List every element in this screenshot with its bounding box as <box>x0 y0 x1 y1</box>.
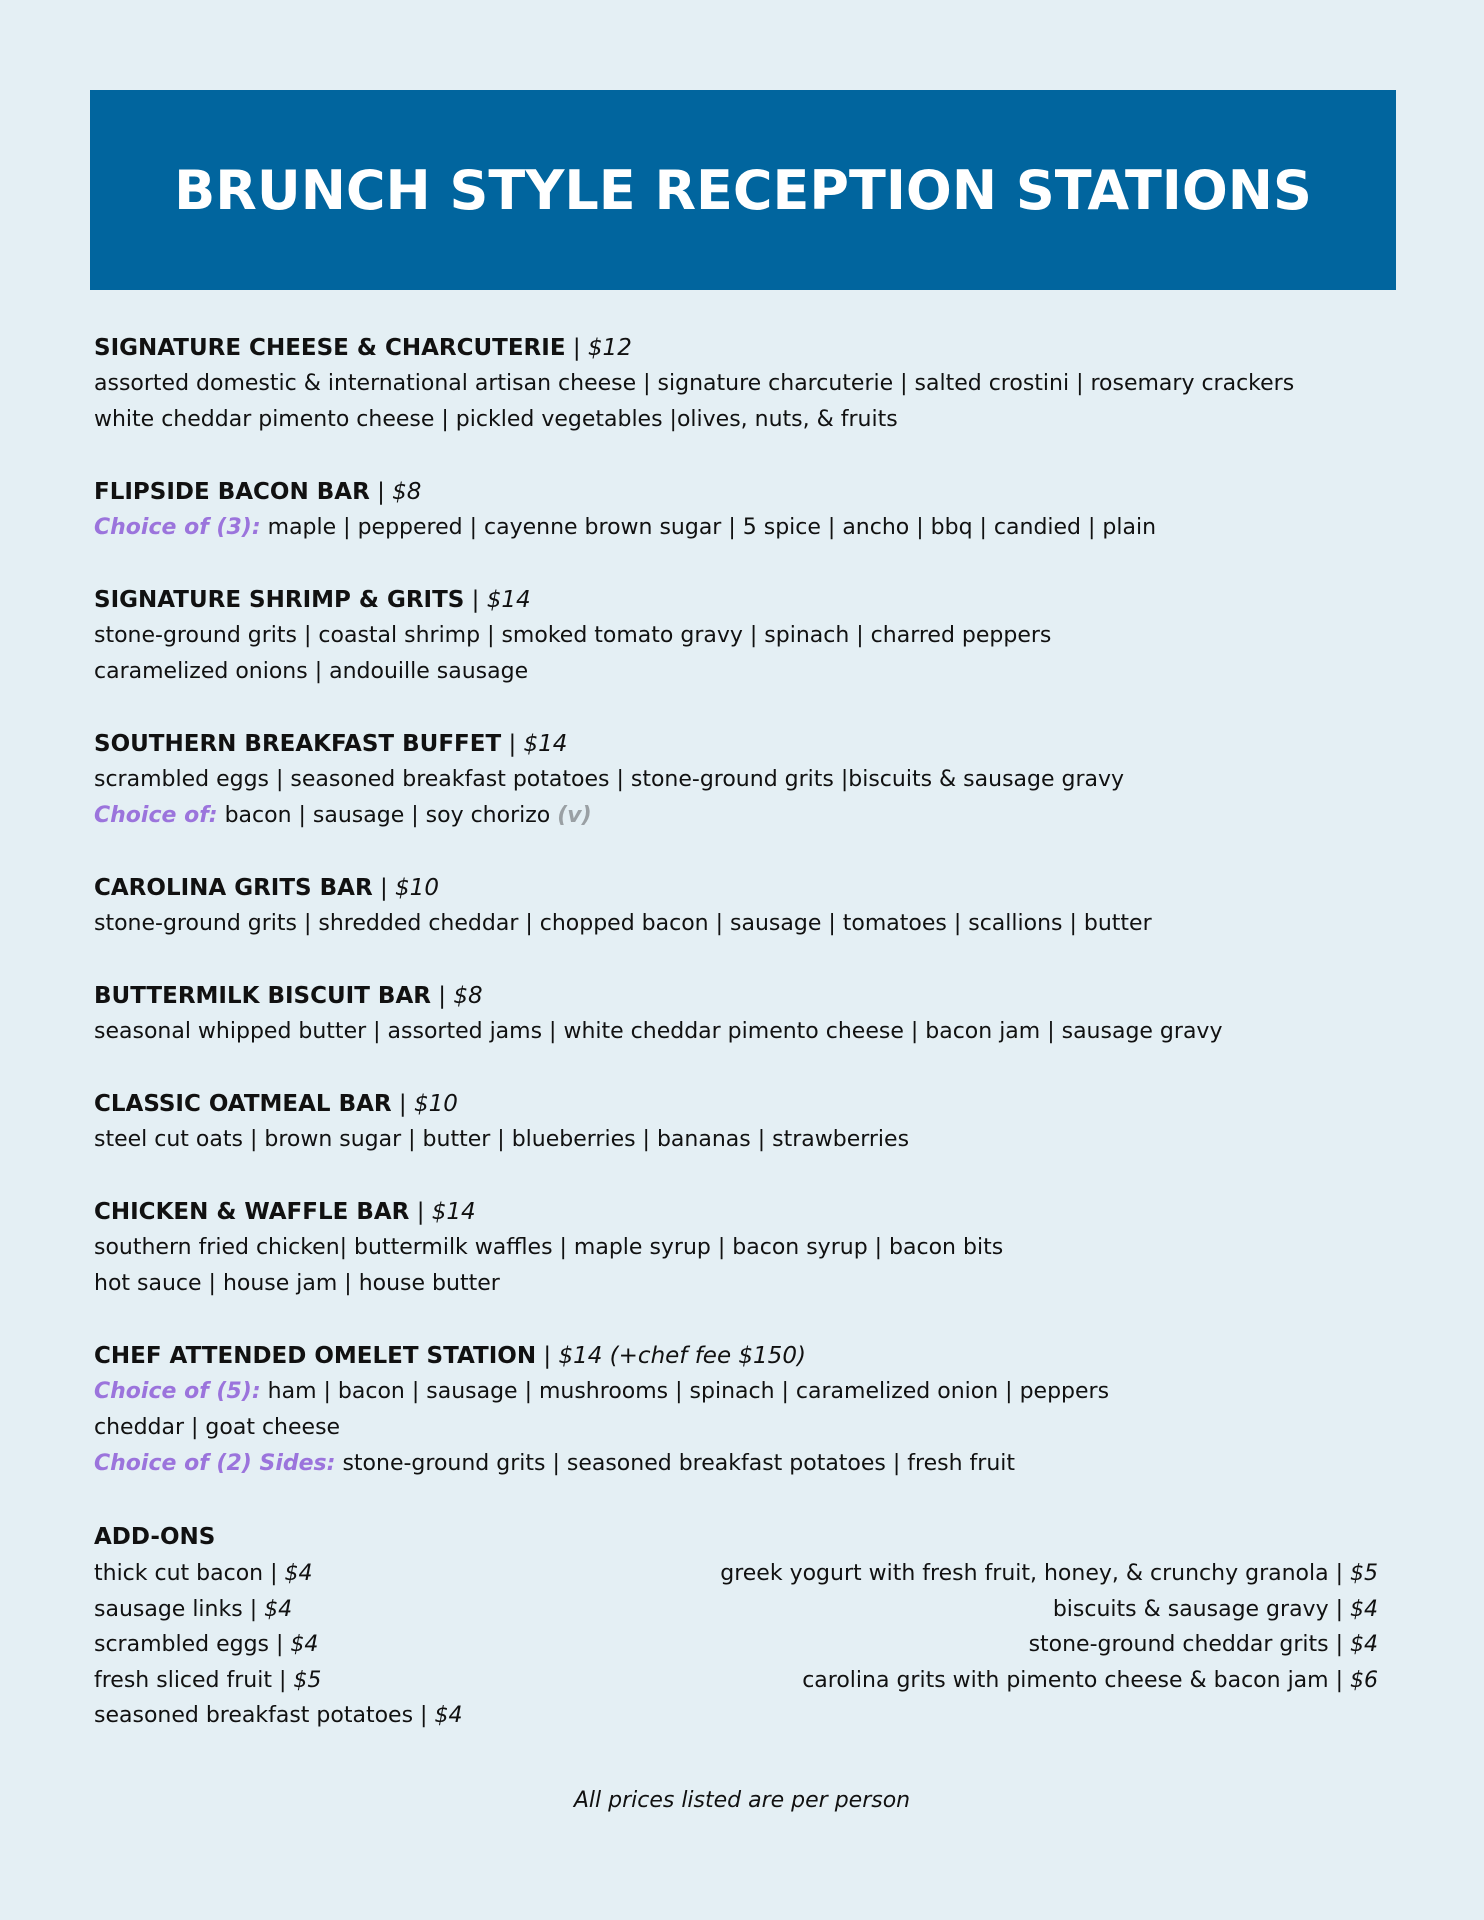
choice-label: Choice of: <box>94 803 218 828</box>
footer-note: All prices listed are per person <box>573 1788 911 1813</box>
section-price: $14 <box>431 1199 476 1225</box>
choice-label: Choice of (2) Sides: <box>94 1451 336 1476</box>
item-list: hot sauce | house jam | house butter <box>94 1271 500 1296</box>
separator: | <box>464 587 487 613</box>
addon-price: $4 <box>290 1632 319 1657</box>
addon-price: $4 <box>434 1703 463 1728</box>
addon-row <box>94 1698 462 1734</box>
addon-row <box>94 1627 462 1663</box>
item-list: ham | bacon | sausage | mushrooms | spinach | caramelized onion | peppers <box>260 1379 1110 1404</box>
addon-item: stone-ground cheddar grits <box>1028 1632 1329 1657</box>
section-heading <box>94 870 1394 906</box>
addon-price: $4 <box>264 1596 293 1622</box>
menu-section <box>94 978 1394 1050</box>
addon-row <box>94 1663 462 1699</box>
addons-columns <box>94 1556 1378 1734</box>
addon-item: biscuits & sausage gravy <box>1052 1596 1329 1622</box>
item-list: seasonal whipped butter | assorted jams | white cheddar pimento cheese | bacon jam | sausage gravy <box>94 1019 1223 1044</box>
menu-section <box>94 1086 1394 1158</box>
separator: | <box>1328 1667 1350 1693</box>
addon-item: sausage links <box>94 1596 243 1622</box>
menu-section <box>94 474 1394 546</box>
separator: | <box>409 1199 432 1225</box>
addons-column-left <box>94 1556 462 1734</box>
item-list: southern fried chicken| buttermilk waffles | maple syrup | bacon syrup | bacon bits <box>94 1235 1004 1260</box>
section-price: $10 <box>414 1091 458 1117</box>
section-price: $14 <box>486 587 531 613</box>
addons-title: ADD-ONS <box>94 1524 216 1550</box>
section-heading <box>94 582 1394 618</box>
addon-row <box>720 1627 1378 1663</box>
section-price: $10 <box>395 875 439 901</box>
section-heading <box>94 1338 1394 1374</box>
section-item-line <box>94 1266 1394 1302</box>
addon-price: $6 <box>1350 1667 1378 1693</box>
menu-section <box>94 870 1394 942</box>
section-price: $8 <box>392 479 422 505</box>
addon-price: $4 <box>284 1561 313 1586</box>
addon-item: scrambled eggs <box>94 1632 270 1657</box>
section-item-line <box>94 654 1394 690</box>
section-heading <box>94 726 1394 762</box>
section-name: FLIPSIDE BACON BAR <box>94 479 370 505</box>
section-price: $8 <box>453 983 483 1009</box>
addon-item: carolina grits with pimento cheese & bacon jam <box>802 1667 1329 1693</box>
addon-row <box>720 1663 1378 1699</box>
section-name: SIGNATURE SHRIMP & GRITS <box>94 587 465 613</box>
section-item-line <box>94 1446 1394 1482</box>
section-heading <box>94 1086 1394 1122</box>
separator: | <box>413 1703 435 1728</box>
section-price: $14 <box>523 731 568 757</box>
item-list: assorted domestic & international artisan cheese | signature charcuterie | salted crostini | rosemary crackers <box>94 371 1295 396</box>
section-price: $12 <box>587 335 632 361</box>
addon-row <box>720 1592 1378 1628</box>
section-heading <box>94 1194 1394 1230</box>
separator: | <box>263 1561 285 1586</box>
item-list: stone-ground grits | seasoned breakfast potatoes | fresh fruit <box>335 1451 1016 1476</box>
section-item-line <box>94 366 1394 402</box>
section-name: CHEF ATTENDED OMELET STATION <box>94 1343 537 1369</box>
separator: | <box>501 731 524 757</box>
separator: | <box>430 983 454 1009</box>
menu-section <box>94 1194 1394 1302</box>
item-list: scrambled eggs | seasoned breakfast potatoes | stone-ground grits |biscuits & sausage gravy <box>94 767 1125 792</box>
separator: | <box>536 1343 559 1369</box>
separator: | <box>372 875 396 901</box>
choice-label: Choice of (3): <box>94 515 261 540</box>
addon-price: $4 <box>1350 1632 1378 1657</box>
separator: | <box>1328 1596 1350 1622</box>
vegetarian-marker: (v) <box>557 803 592 828</box>
section-name: CHICKEN & WAFFLE BAR <box>94 1199 410 1225</box>
section-item-line <box>94 618 1394 654</box>
title-banner <box>90 90 1396 290</box>
section-name: SIGNATURE CHEESE & CHARCUTERIE <box>94 335 566 361</box>
menu-section <box>94 582 1394 690</box>
section-item-line <box>94 402 1394 438</box>
item-list: steel cut oats | brown sugar | butter | blueberries | bananas | strawberries <box>94 1127 910 1152</box>
separator: | <box>272 1667 294 1693</box>
item-list: stone-ground grits | shredded cheddar | chopped bacon | sausage | tomatoes | scallions | butter <box>94 911 1152 936</box>
addons-column-right <box>720 1556 1378 1734</box>
separator: | <box>242 1596 265 1622</box>
addon-price: $4 <box>1350 1596 1378 1622</box>
menu-section <box>94 726 1394 834</box>
addon-price: $5 <box>293 1667 322 1693</box>
separator: | <box>565 335 588 361</box>
separator: | <box>1328 1561 1350 1586</box>
item-list: caramelized onions | andouille sausage <box>94 659 529 684</box>
section-item-line <box>94 798 1394 834</box>
item-list: white cheddar pimento cheese | pickled vegetables |olives, nuts, & fruits <box>94 407 898 432</box>
section-item-line <box>94 1014 1394 1050</box>
section-heading <box>94 330 1394 366</box>
section-item-line <box>94 1230 1394 1266</box>
section-item-line <box>94 1410 1394 1446</box>
menu-content <box>94 330 1394 1734</box>
addon-item: seasoned breakfast potatoes <box>94 1703 414 1728</box>
section-item-line <box>94 1122 1394 1158</box>
choice-label: Choice of (5): <box>94 1379 261 1404</box>
item-list: bacon | sausage | soy chorizo <box>217 803 558 828</box>
item-list: cheddar | goat cheese <box>94 1415 341 1440</box>
separator: | <box>1328 1632 1350 1657</box>
section-item-line <box>94 906 1394 942</box>
item-list: stone-ground grits | coastal shrimp | smoked tomato gravy | spinach | charred peppers <box>94 623 1052 648</box>
section-item-line <box>94 510 1394 546</box>
separator: | <box>391 1091 414 1117</box>
addon-row <box>94 1556 462 1592</box>
addons-section <box>94 1518 1394 1734</box>
addon-row <box>720 1556 1378 1592</box>
item-list: maple | peppered | cayenne brown sugar | 5 spice | ancho | bbq | candied | plain <box>260 515 1157 540</box>
addon-row <box>94 1592 462 1628</box>
section-item-line <box>94 762 1394 798</box>
section-price: $14 (+chef fee $150) <box>558 1343 806 1369</box>
separator: | <box>269 1632 291 1657</box>
page-title: BRUNCH STYLE RECEPTION STATIONS <box>174 158 1312 222</box>
menu-section <box>94 1338 1394 1482</box>
addon-item: thick cut bacon <box>94 1561 264 1586</box>
section-heading <box>94 474 1394 510</box>
section-name: BUTTERMILK BISCUIT BAR <box>94 983 431 1009</box>
separator: | <box>369 479 393 505</box>
addon-item: fresh sliced fruit <box>94 1667 272 1693</box>
section-name: CLASSIC OATMEAL BAR <box>94 1091 392 1117</box>
section-heading <box>94 978 1394 1014</box>
menu-section <box>94 330 1394 438</box>
section-name: CAROLINA GRITS BAR <box>94 875 373 901</box>
addon-item: greek yogurt with fresh fruit, honey, & crunchy granola <box>720 1561 1329 1586</box>
section-name: SOUTHERN BREAKFAST BUFFET <box>94 731 502 757</box>
addon-price: $5 <box>1350 1561 1378 1586</box>
section-item-line <box>94 1374 1394 1410</box>
